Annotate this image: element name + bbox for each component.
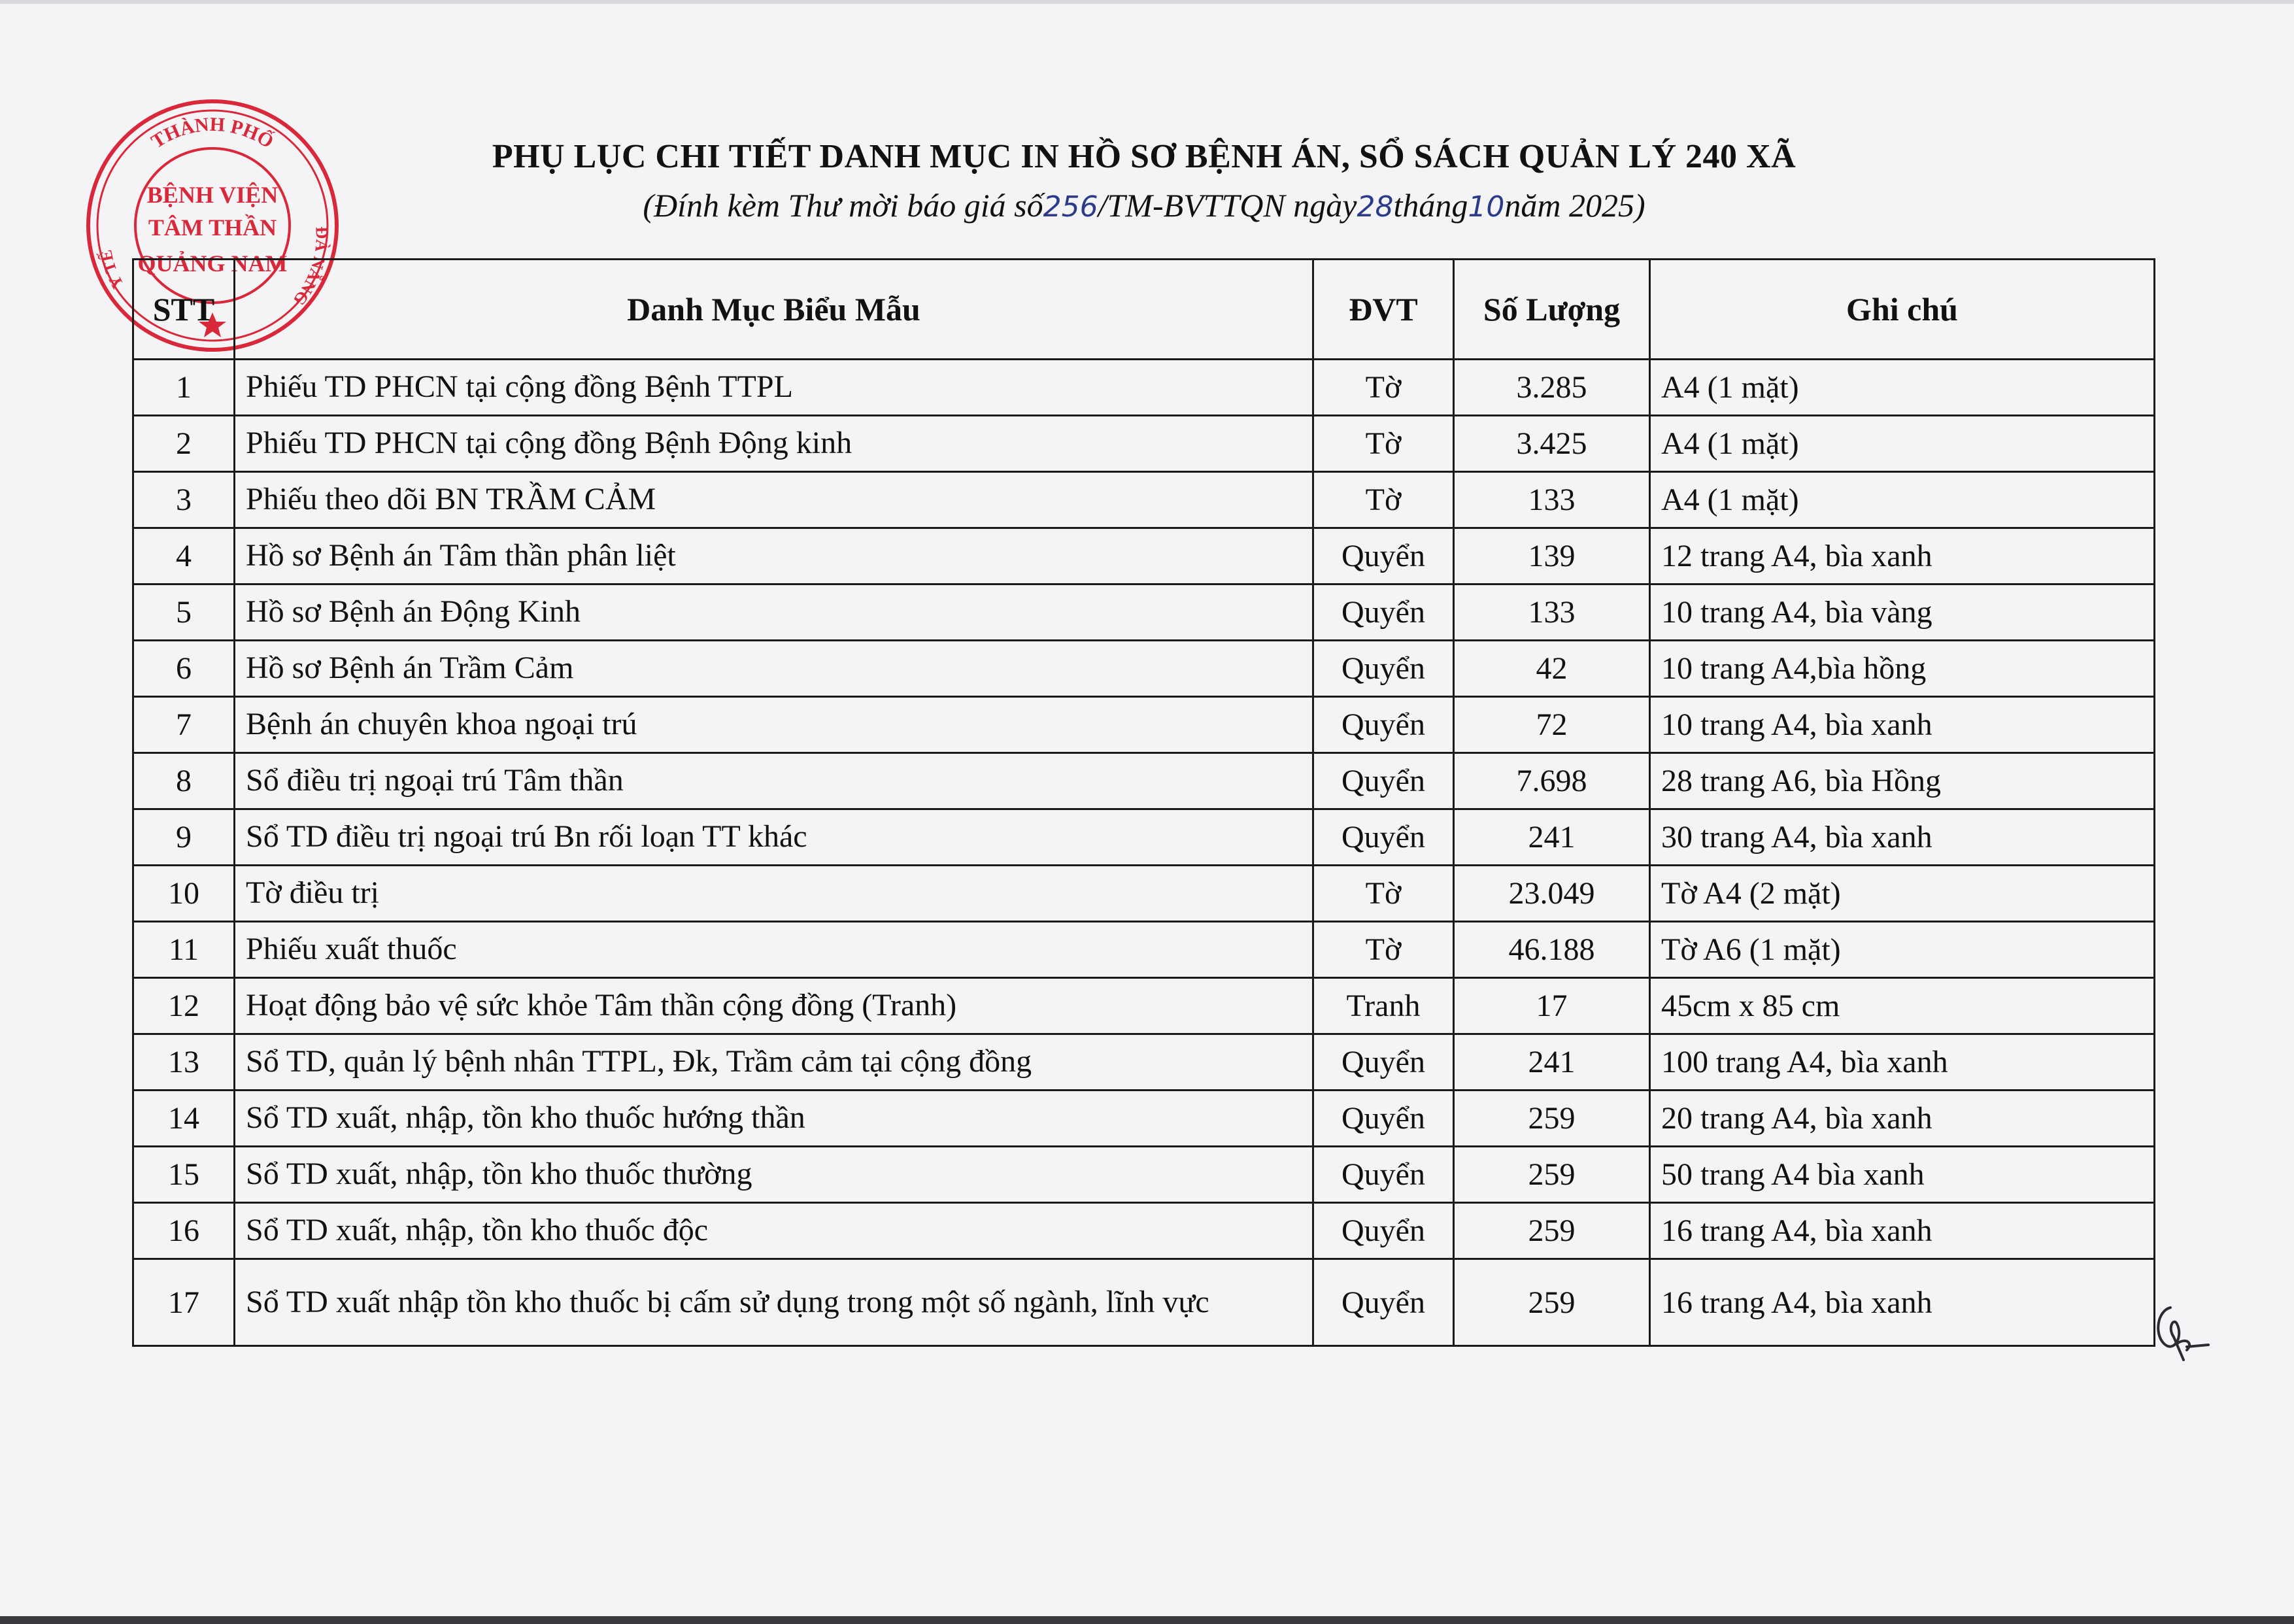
table-row [133,641,2155,697]
table-row [133,360,2155,416]
cell-stt: 15 [133,1147,235,1203]
cell-unit: Quyển [1313,753,1454,809]
cell-note: 10 trang A4, bìa vàng [1650,584,2155,641]
cell-unit: Quyển [1313,584,1454,641]
cell-note: 50 trang A4 bìa xanh [1650,1147,2155,1203]
seal-line-2: TÂM THẦN [148,214,277,241]
cell-note: 30 trang A4, bìa xanh [1650,809,2155,866]
seal-ring-right: ĐÀ NẴNG [289,226,331,309]
cell-stt: 1 [133,360,235,416]
cell-qty: 241 [1454,1034,1650,1091]
cell-unit: Quyển [1313,1203,1454,1259]
header-stt: STT [133,260,235,360]
scan-top-edge [0,0,2294,4]
table-row [133,472,2155,528]
header-note: Ghi chú [1650,260,2155,360]
cell-note: 100 trang A4, bìa xanh [1650,1034,2155,1091]
subtitle-part-b: /TM-BVTTQN ngày [1098,187,1357,224]
seal-line-1: BỆNH VIỆN [146,182,278,208]
cell-unit: Tờ [1313,360,1454,416]
cell-qty: 259 [1454,1091,1650,1147]
cell-stt: 3 [133,472,235,528]
cell-stt: 8 [133,753,235,809]
header-qty: Số Lượng [1454,260,1650,360]
cell-qty: 139 [1454,528,1650,584]
cell-unit: Quyển [1313,809,1454,866]
cell-stt: 7 [133,697,235,753]
document-title: PHỤ LỤC CHI TIẾT DANH MỤC IN HỒ SƠ BỆNH ÁN, SỔ SÁCH QUẢN LÝ 240 XÃ [492,138,1796,175]
cell-note: 28 trang A6, bìa Hồng [1650,753,2155,809]
table-row [133,528,2155,584]
cell-note: 45cm x 85 cm [1650,978,2155,1034]
scan-bottom-edge [0,1616,2294,1624]
cell-name: Phiếu TD PHCN tại cộng đồng Bệnh Động kinh [235,416,1313,472]
cell-note: 20 trang A4, bìa xanh [1650,1091,2155,1147]
cell-note: Tờ A4 (2 mặt) [1650,866,2155,922]
cell-unit: Tờ [1313,922,1454,978]
subtitle-month: 10 [1468,190,1505,224]
seal-ring-left: Y TẾ [96,248,127,292]
cell-name: Bệnh án chuyên khoa ngoại trú [235,697,1313,753]
subtitle-number: 256 [1043,190,1098,224]
cell-name: Hồ sơ Bệnh án Trầm Cảm [235,641,1313,697]
cell-name: Hồ sơ Bệnh án Động Kinh [235,584,1313,641]
cell-name: Phiếu theo dõi BN TRẦM CẢM [235,472,1313,528]
cell-name: Sổ TD xuất, nhập, tồn kho thuốc hướng thần [235,1091,1313,1147]
cell-note: A4 (1 mặt) [1650,416,2155,472]
cell-qty: 72 [1454,697,1650,753]
header-unit: ĐVT [1313,260,1454,360]
cell-unit: Quyển [1313,1091,1454,1147]
document-subtitle [366,186,1922,224]
cell-stt: 11 [133,922,235,978]
cell-stt: 10 [133,866,235,922]
seal-line-3: QUẢNG NAM [137,250,288,277]
cell-unit: Tờ [1313,416,1454,472]
cell-unit: Tờ [1313,472,1454,528]
cell-qty: 46.188 [1454,922,1650,978]
cell-unit: Quyển [1313,1259,1454,1346]
cell-name: Sổ điều trị ngoại trú Tâm thần [235,753,1313,809]
cell-unit: Tờ [1313,866,1454,922]
cell-stt: 13 [133,1034,235,1091]
cell-qty: 3.285 [1454,360,1650,416]
table-row [133,1203,2155,1259]
subtitle-day: 28 [1357,190,1394,224]
cell-unit: Quyển [1313,641,1454,697]
cell-note: Tờ A6 (1 mặt) [1650,922,2155,978]
cell-qty: 241 [1454,809,1650,866]
table-row [133,1259,2155,1346]
cell-unit: Quyển [1313,697,1454,753]
cell-stt: 2 [133,416,235,472]
cell-name: Phiếu TD PHCN tại cộng đồng Bệnh TTPL [235,360,1313,416]
table-row [133,866,2155,922]
cell-note: A4 (1 mặt) [1650,360,2155,416]
seal-ring-top: THÀNH PHỐ [147,113,278,153]
cell-qty: 259 [1454,1147,1650,1203]
cell-stt: 6 [133,641,235,697]
cell-unit: Quyển [1313,528,1454,584]
cell-note: 10 trang A4, bìa xanh [1650,697,2155,753]
cell-qty: 3.425 [1454,416,1650,472]
header-name: Danh Mục Biểu Mẫu [235,260,1313,360]
cell-qty: 7.698 [1454,753,1650,809]
cell-qty: 17 [1454,978,1650,1034]
table-row [133,809,2155,866]
cell-name: Sổ TD xuất, nhập, tồn kho thuốc độc [235,1203,1313,1259]
cell-stt: 16 [133,1203,235,1259]
cell-note: A4 (1 mặt) [1650,472,2155,528]
subtitle-part-d: năm 2025) [1504,187,1645,224]
table-row [133,753,2155,809]
subtitle-part-c: tháng [1393,187,1468,224]
cell-note: 16 trang A4, bìa xanh [1650,1259,2155,1346]
table-row [133,1034,2155,1091]
forms-table [132,258,2155,1347]
table-row [133,697,2155,753]
cell-unit: Quyển [1313,1034,1454,1091]
cell-name: Tờ điều trị [235,866,1313,922]
cell-name: Hồ sơ Bệnh án Tâm thần phân liệt [235,528,1313,584]
initials-signature [2144,1298,2210,1370]
cell-qty: 259 [1454,1259,1650,1346]
cell-name: Hoạt động bảo vệ sức khỏe Tâm thần cộng đồng (Tranh) [235,978,1313,1034]
table-header-row [133,260,2155,360]
cell-stt: 4 [133,528,235,584]
table-row [133,584,2155,641]
cell-stt: 12 [133,978,235,1034]
cell-name: Sổ TD điều trị ngoại trú Bn rối loạn TT khác [235,809,1313,866]
cell-qty: 259 [1454,1203,1650,1259]
cell-name: Sổ TD xuất, nhập, tồn kho thuốc thường [235,1147,1313,1203]
cell-note: 12 trang A4, bìa xanh [1650,528,2155,584]
subtitle-part-a: (Đính kèm Thư mời báo giá số [643,187,1043,224]
cell-qty: 23.049 [1454,866,1650,922]
cell-unit: Quyển [1313,1147,1454,1203]
cell-note: 16 trang A4, bìa xanh [1650,1203,2155,1259]
cell-unit: Tranh [1313,978,1454,1034]
table-row [133,1091,2155,1147]
cell-stt: 17 [133,1259,235,1346]
cell-name: Sổ TD, quản lý bệnh nhân TTPL, Đk, Trầm cảm tại cộng đồng [235,1034,1313,1091]
cell-name: Phiếu xuất thuốc [235,922,1313,978]
cell-qty: 133 [1454,584,1650,641]
table-row [133,416,2155,472]
cell-stt: 9 [133,809,235,866]
cell-qty: 133 [1454,472,1650,528]
cell-qty: 42 [1454,641,1650,697]
table-row [133,922,2155,978]
cell-stt: 5 [133,584,235,641]
table-row [133,1147,2155,1203]
cell-name: Sổ TD xuất nhập tồn kho thuốc bị cấm sử dụng trong một số ngành, lĩnh vực [235,1259,1313,1346]
table-row [133,978,2155,1034]
cell-note: 10 trang A4,bìa hồng [1650,641,2155,697]
cell-stt: 14 [133,1091,235,1147]
